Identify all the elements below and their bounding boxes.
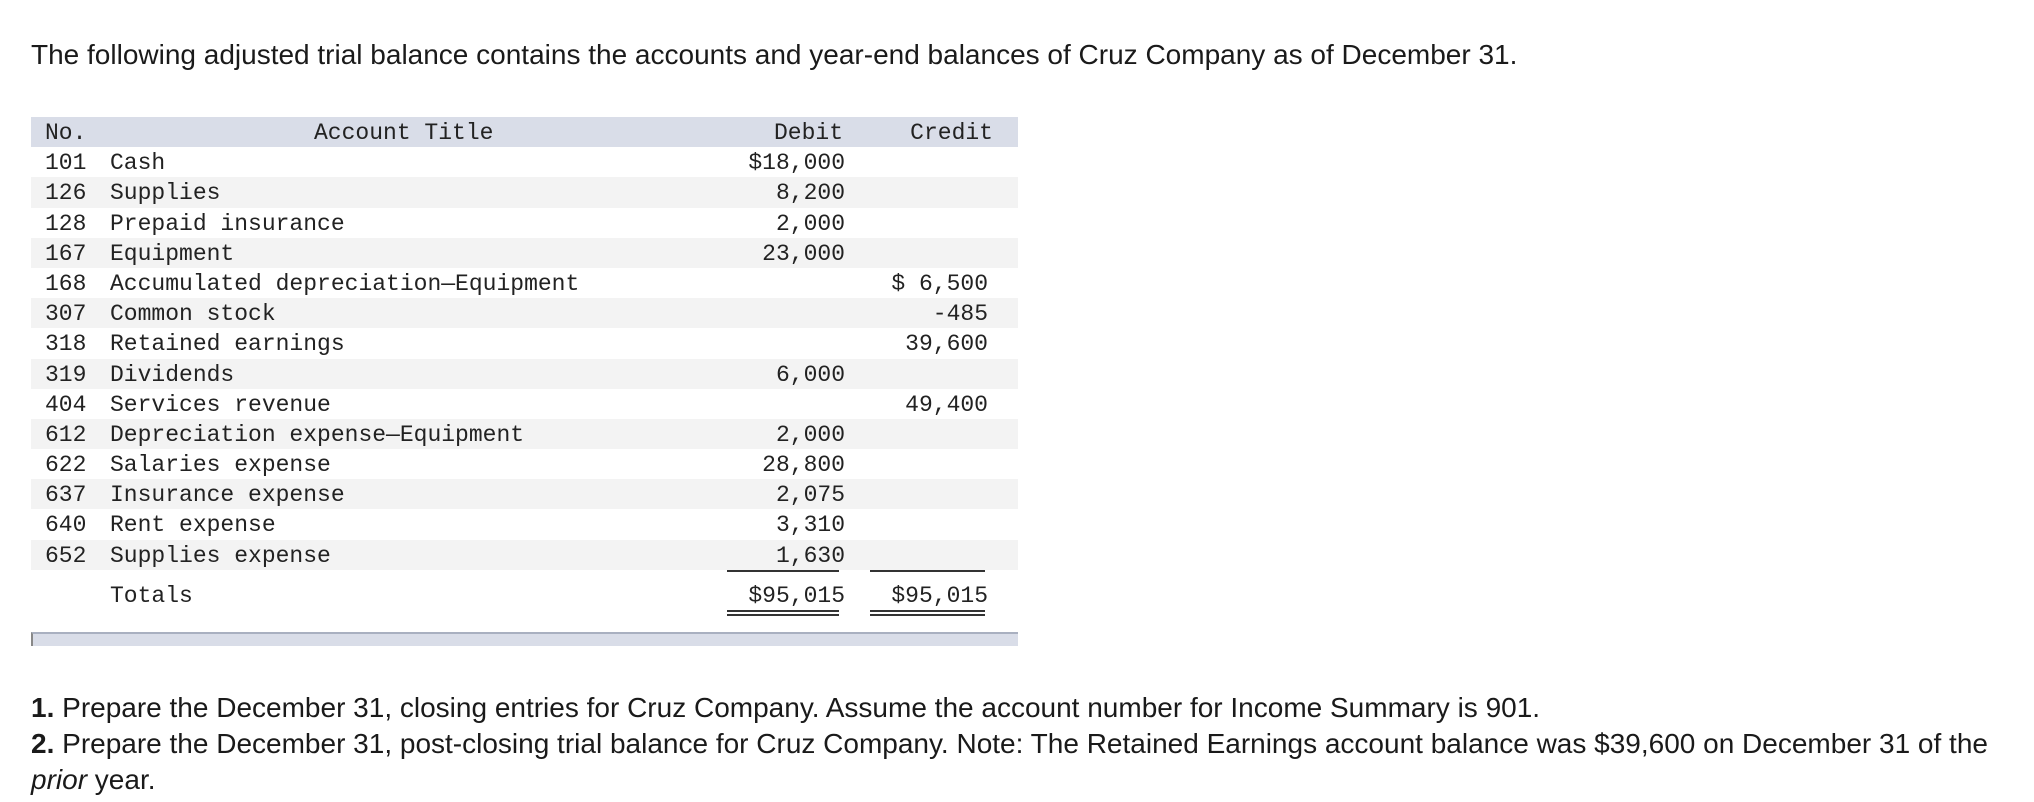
account-title: Services revenue [110,391,331,418]
debit-subtotal-rule [727,570,839,572]
header-account-title: Account Title [314,120,494,146]
account-number: 101 [45,150,87,177]
account-number: 637 [45,482,87,509]
table-row [31,419,1018,449]
account-title: Insurance expense [110,482,345,509]
question-2-number: 2. [31,728,55,759]
debit-amount: 3,310 [775,512,845,539]
account-number: 652 [45,542,87,569]
header-credit: Credit [910,120,993,146]
credit-amount: 39,600 [905,331,988,358]
account-number: 167 [45,240,87,267]
adjusted-trial-balance-table [31,117,1018,646]
header-no: No. [45,120,87,146]
account-number: 126 [45,180,87,207]
table-row [31,177,1018,207]
question-2 [31,726,1991,798]
account-title: Depreciation expense—Equipment [110,421,525,448]
account-title: Supplies [110,180,221,207]
totals-label: Totals [110,582,193,609]
table-body [31,147,1018,570]
credit-total-double-rule [870,610,985,616]
table-row [31,540,1018,570]
account-title: Retained earnings [110,331,345,358]
credit-subtotal-rule [870,570,985,572]
debit-amount: 8,200 [775,180,845,207]
debit-total-double-rule [727,610,839,616]
table-row [31,449,1018,479]
account-number: 168 [45,270,87,297]
table-row [31,298,1018,328]
instructions [31,690,1991,798]
totals-row [31,570,1018,618]
account-number: 404 [45,391,87,418]
debit-amount: 28,800 [762,452,845,479]
table-row [31,479,1018,509]
debit-amount: 2,000 [775,210,845,237]
account-number: 622 [45,452,87,479]
totals-debit: $95,015 [748,582,845,609]
account-title: Accumulated depreciation—Equipment [110,270,580,297]
account-number: 318 [45,331,87,358]
question-1 [31,690,1991,726]
table-row [31,389,1018,419]
table-footer-bar [31,632,1018,646]
question-1-number: 1. [31,692,55,723]
table-row [31,208,1018,238]
question-2-italic: prior [31,764,88,795]
table-row [31,238,1018,268]
question-2-end: year. [87,764,156,795]
table-row [31,359,1018,389]
account-title: Cash [110,150,166,177]
account-title: Salaries expense [110,452,331,479]
credit-amount: $ 6,500 [891,270,988,297]
account-number: 612 [45,421,87,448]
table-row [31,147,1018,177]
debit-amount: $18,000 [748,150,845,177]
question-2-text: Prepare the December 31, post-closing trial balance for Cruz Company. Note: The Retained Earnings account balance was $39,600 on December 31 of the [54,728,1988,759]
account-number: 307 [45,301,87,328]
account-number: 128 [45,210,87,237]
account-title: Dividends [110,361,235,388]
account-number: 319 [45,361,87,388]
account-title: Equipment [110,240,235,267]
intro-text: The following adjusted trial balance contains the accounts and year-end balances of Cruz Company as of December 31. [31,39,1518,70]
debit-amount: 2,000 [775,421,845,448]
table-header [31,117,1018,147]
header-debit: Debit [773,120,843,146]
account-title: Rent expense [110,512,276,539]
question-1-text: Prepare the December 31, closing entries for Cruz Company. Assume the account number for Income Summary is 901. [54,692,1541,723]
debit-amount: 23,000 [762,240,845,267]
account-number: 640 [45,512,87,539]
credit-amount: -485 [932,301,988,328]
account-title: Supplies expense [110,542,331,569]
debit-amount: 2,075 [775,482,845,509]
debit-amount: 1,630 [775,542,845,569]
table-row [31,328,1018,358]
table-row [31,268,1018,298]
totals-credit: $95,015 [891,582,988,609]
account-title: Prepaid insurance [110,210,345,237]
table-row [31,509,1018,539]
credit-amount: 49,400 [905,391,988,418]
account-title: Common stock [110,301,276,328]
debit-amount: 6,000 [775,361,845,388]
